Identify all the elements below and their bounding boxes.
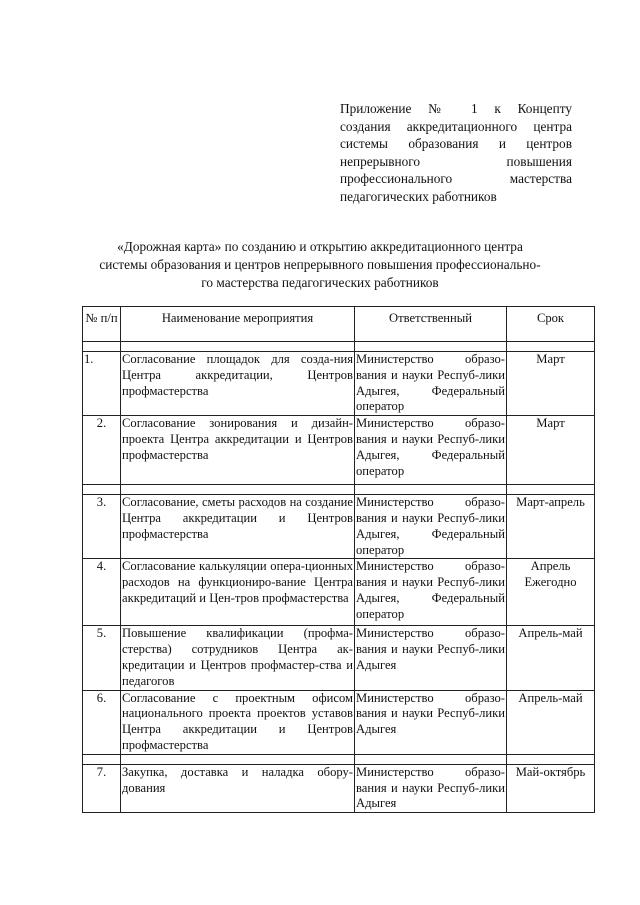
row-number: 7.	[83, 764, 121, 812]
deadline-text: Март	[536, 352, 565, 366]
activity-cell: Согласование площадок для созда-ния Центра аккредитации, Центров профмастерства	[121, 352, 355, 416]
row-number: 3.	[83, 495, 121, 559]
appendix-line: Приложение № 1 к Концепту	[340, 101, 572, 116]
title-line: го мастерства педагогических работников	[201, 275, 439, 290]
table-header-row	[83, 307, 595, 342]
header-activity: Наименование мероприятия	[121, 307, 355, 342]
activity-cell: Повышение квалификации (профма-стерства) сотрудников Центра ак-кредитации и Центров профмастер-ства и педагогов	[121, 626, 355, 690]
appendix-line: педагогических работников	[340, 188, 497, 204]
title-line: системы образования и центров непрерывного повышения профессионально-	[99, 257, 541, 272]
deadline-text: Апрель-май	[518, 626, 583, 641]
responsible-cell: Министерство образо-вания и науки Респуб-лики Адыгея, Федеральный оператор	[355, 416, 507, 485]
header-responsible: Ответственный	[355, 307, 507, 342]
table-row	[83, 559, 595, 626]
deadline-cell	[507, 690, 595, 754]
row-number: 4.	[83, 559, 121, 626]
row-gap	[83, 342, 595, 352]
deadline-text: Май-октябрь	[515, 764, 586, 779]
header-deadline: Срок	[507, 307, 595, 342]
deadline-cell	[507, 626, 595, 690]
responsible-cell: Министерство образо-вания и науки Респуб-лики Адыгея	[355, 626, 507, 690]
table-row	[83, 416, 595, 485]
appendix-line: непрерывного повышения	[340, 153, 572, 169]
responsible-cell: Министерство образо-вания и науки Респуб-лики Адыгея	[355, 764, 507, 812]
table-row	[83, 352, 595, 416]
title-line: «Дорожная карта» по созданию и открытию аккредитационного центра	[117, 239, 523, 254]
deadline-cell	[507, 559, 595, 626]
activity-cell: Согласование зонирования и дизайн-проекта Центра аккредитации и Центров профмастерства	[121, 416, 355, 485]
roadmap-table	[82, 306, 595, 813]
deadline-text: Апрель	[530, 559, 571, 574]
deadline-text: Март-апрель	[516, 495, 585, 510]
deadline-text: Март	[536, 416, 565, 431]
row-gap	[83, 754, 595, 764]
activity-cell: Согласование калькуляции опера-ционных расходов на функциониро-вание Центра аккредитаций и Цен-тров профмастерства	[121, 559, 355, 626]
deadline-text: Ежегодно	[524, 575, 577, 590]
activity-cell: Согласование, сметы расходов на создание Центра аккредитации и Центров профмастерства	[121, 495, 355, 559]
activity-cell: Закупка, доставка и наладка обору-дования	[121, 764, 355, 812]
appendix-note	[340, 100, 572, 206]
deadline-cell	[507, 352, 595, 416]
appendix-line: профессионального мастерства	[340, 171, 572, 187]
table-row	[83, 764, 595, 812]
row-number: 1.	[83, 352, 121, 416]
activity-cell: Согласование с проектным офисом национального проекта проектов уставов Центра аккредитации и Центров профмастерства	[121, 690, 355, 754]
row-gap	[83, 485, 595, 495]
deadline-cell	[507, 495, 595, 559]
appendix-line: системы образования и центров	[340, 136, 572, 152]
row-number: 6.	[83, 690, 121, 754]
responsible-cell: Министерство образо-вания и науки Респуб-лики Адыгея, Федеральный оператор	[355, 559, 507, 626]
header-number: № п/п	[83, 307, 121, 342]
deadline-text: Апрель-май	[518, 690, 583, 705]
responsible-cell: Министерство образо-вания и науки Респуб-лики Адыгея	[355, 690, 507, 754]
appendix-line: создания аккредитационного центра	[340, 118, 572, 134]
responsible-cell: Министерство образо-вания и науки Респуб-лики Адыгея, Федеральный оператор	[355, 495, 507, 559]
deadline-cell	[507, 764, 595, 812]
row-number: 5.	[83, 626, 121, 690]
deadline-cell	[507, 416, 595, 485]
table-row	[83, 495, 595, 559]
table-row	[83, 690, 595, 754]
table-row	[83, 626, 595, 690]
responsible-cell: Министерство образо-вания и науки Респуб-лики Адыгея, Федеральный оператор	[355, 352, 507, 416]
row-number: 2.	[83, 416, 121, 485]
document-title	[60, 238, 580, 292]
